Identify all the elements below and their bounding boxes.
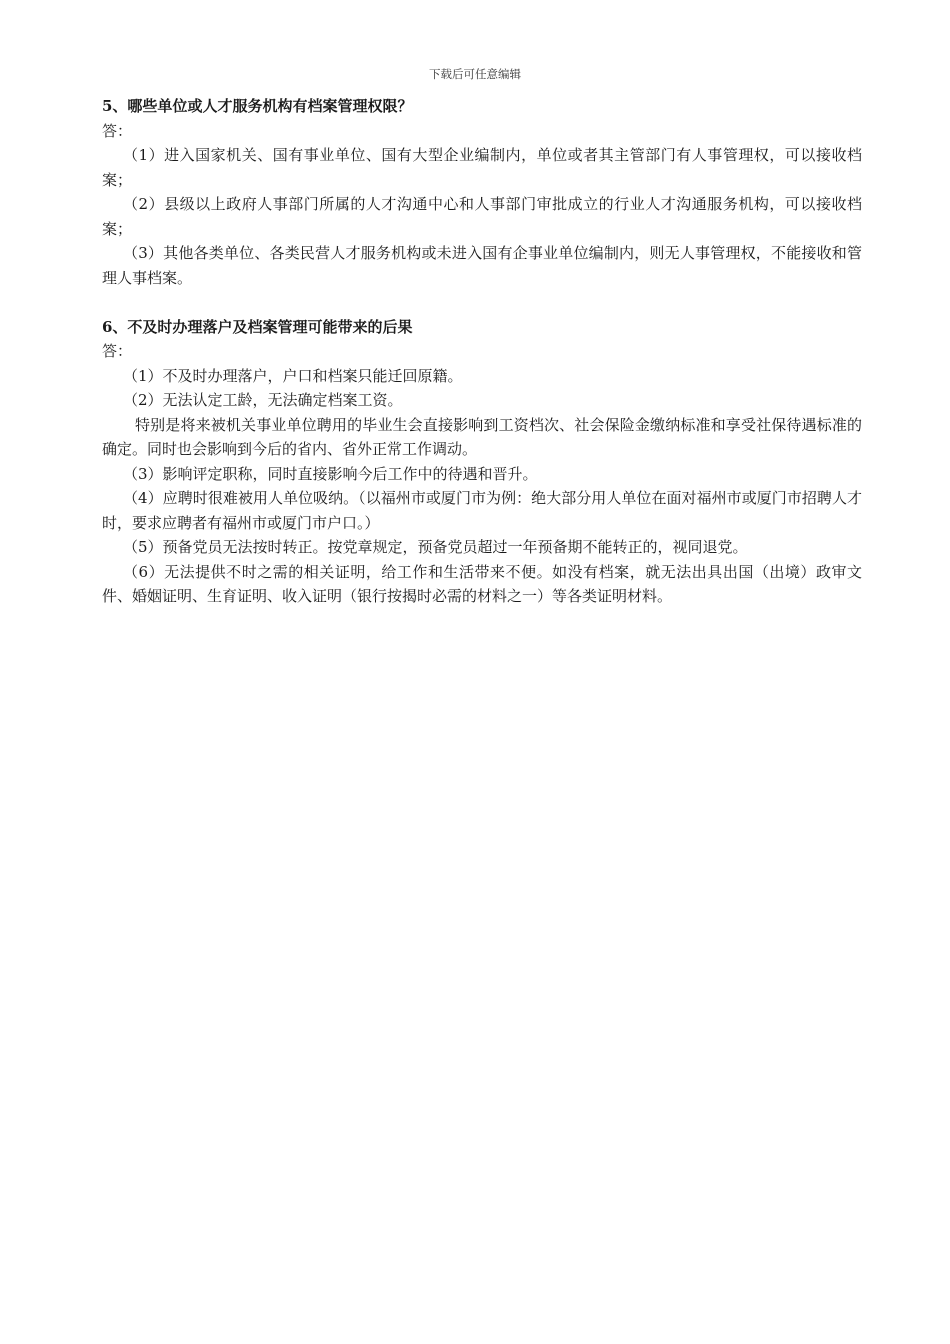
header-note: 下载后可任意编辑 [429, 67, 521, 81]
paragraph: （2）无法认定工龄，无法确定档案工资。 [123, 391, 403, 409]
paragraph: （6）无法提供不时之需的相关证明，给工作和生活带来不便。如没有档案，就无法出具出国（出境）政审文件、婚姻证明、生育证明、收入证明（银行按揭时必需的材料之一）等各类证明材料。 [102, 562, 862, 605]
answer-label: 答： [102, 121, 133, 140]
paragraph: 特别是将来被机关事业单位聘用的毕业生会直接影响到工资档次、社会保险金缴纳标准和享受社保待遇标准的确定。同时也会影响到今后的省内、省外正常工作调动。 [102, 415, 862, 458]
section-spacer [102, 290, 862, 315]
paragraph: （1）进入国家机关、国有事业单位、国有大型企业编制内，单位或者其主管部门有人事管理权，可以接收档案； [102, 146, 862, 189]
paragraph: （5）预备党员无法按时转正。按党章规定，预备党员超过一年预备期不能转正的，视同退党。 [123, 538, 748, 556]
paragraph: （3）影响评定职称，同时直接影响今后工作中的待遇和晋升。 [123, 464, 538, 483]
paragraph: （4）应聘时很难被用人单位吸纳。（以福州市或厦门市为例：绝大部分用人单位在面对福州市或厦门市招聘人才时，要求应聘者有福州市或厦门市户口。） [102, 489, 862, 532]
document-body [102, 94, 862, 609]
section-title: 6、不及时办理落户及档案管理可能带来的后果 [102, 317, 413, 336]
section-5 [102, 94, 862, 290]
section-title: 5、哪些单位或人才服务机构有档案管理权限？ [102, 97, 413, 115]
answer-label: 答： [102, 342, 133, 360]
paragraph: （1）不及时办理落户，户口和档案只能迁回原籍。 [123, 366, 463, 385]
section-6 [102, 315, 862, 609]
paragraph: （3）其他各类单位、各类民营人才服务机构或未进入国有企事业单位编制内，则无人事管理权，不能接收和管理人事档案。 [102, 244, 862, 287]
paragraph: （2）县级以上政府人事部门所属的人才沟通中心和人事部门审批成立的行业人才沟通服务机构，可以接收档案； [102, 195, 862, 238]
